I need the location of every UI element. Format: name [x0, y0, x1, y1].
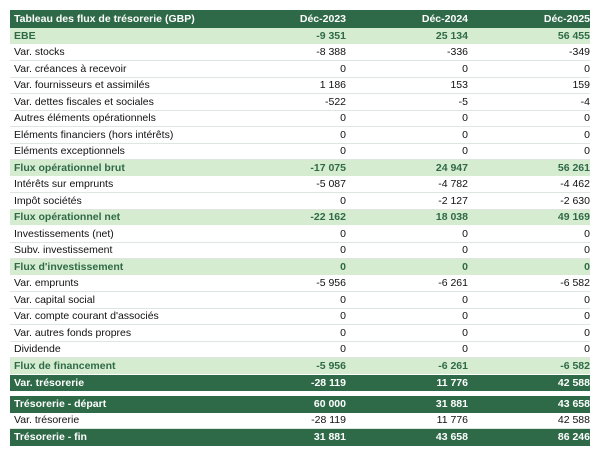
row-label: Autres éléments opérationnels: [14, 112, 156, 125]
row-value: 43 658: [435, 431, 468, 444]
row-value: -6 261: [438, 277, 468, 290]
row-value: -4 462: [560, 178, 590, 191]
row-label: Impôt sociétés: [14, 194, 82, 207]
row-label: Flux opérationnel net: [14, 211, 121, 224]
row-value: -5 956: [316, 359, 346, 372]
header-col-2023: Déc-2023: [299, 13, 346, 25]
row-label: Var. stocks: [14, 46, 65, 59]
row-value: 0: [340, 227, 346, 240]
table-row: [10, 61, 590, 78]
row-value: 56 455: [557, 29, 590, 42]
row-value: 0: [340, 62, 346, 75]
summary-row: [10, 396, 590, 413]
row-value: 0: [584, 343, 590, 356]
row-label: Dividende: [14, 343, 61, 356]
row-value: 0: [340, 112, 346, 125]
table-row: [10, 292, 590, 309]
row-value: 25 134: [435, 29, 468, 42]
row-value: 60 000: [313, 398, 346, 411]
row-value: 0: [462, 310, 468, 323]
row-value: 0: [462, 128, 468, 141]
table-row: [10, 375, 590, 392]
row-value: 0: [462, 326, 468, 339]
row-value: -349: [568, 46, 590, 59]
row-value: -22 162: [310, 211, 346, 224]
row-value: 11 776: [436, 376, 468, 389]
row-value: 0: [340, 310, 346, 323]
row-value: 24 947: [435, 161, 468, 174]
row-value: -5 956: [316, 277, 346, 290]
table-row: [10, 28, 590, 45]
row-value: 1 186: [319, 79, 346, 92]
row-value: -5: [458, 95, 468, 108]
row-value: -6 582: [560, 277, 590, 290]
row-value: 0: [462, 244, 468, 257]
row-value: 0: [340, 343, 346, 356]
row-value: 0: [340, 326, 346, 339]
table-row: [10, 226, 590, 243]
row-value: 0: [584, 227, 590, 240]
row-label: Flux d'investissement: [14, 260, 124, 273]
row-value: -522: [324, 95, 346, 108]
row-value: -336: [446, 46, 468, 59]
table-header: [10, 10, 590, 28]
row-value: -2 630: [560, 194, 590, 207]
row-label: Flux opérationnel brut: [14, 161, 125, 174]
row-value: 0: [462, 227, 468, 240]
row-label: Subv. investissement: [14, 244, 113, 257]
row-label: Trésorerie - fin: [14, 431, 87, 444]
table-row: [10, 177, 590, 194]
table-row: [10, 193, 590, 210]
row-value: -28 119: [311, 414, 346, 427]
row-value: 49 169: [557, 211, 590, 224]
row-value: 42 588: [557, 376, 590, 389]
row-value: 42 588: [557, 414, 590, 427]
row-value: 0: [584, 310, 590, 323]
row-value: 0: [584, 112, 590, 125]
row-value: -17 075: [310, 161, 346, 174]
row-label: Investissements (net): [14, 227, 114, 240]
cash-summary: [10, 396, 590, 446]
row-value: -6 261: [438, 359, 468, 372]
table-row: [10, 160, 590, 177]
row-label: Flux de financement: [14, 359, 116, 372]
row-value: -2 127: [438, 194, 468, 207]
row-label: Var. emprunts: [14, 277, 79, 290]
row-value: 43 658: [557, 398, 590, 411]
row-label: Eléments financiers (hors intérêts): [14, 128, 174, 141]
row-value: -5 087: [316, 178, 346, 191]
row-value: -4: [580, 95, 590, 108]
row-value: 0: [584, 326, 590, 339]
row-value: 0: [340, 145, 346, 158]
row-value: 0: [462, 343, 468, 356]
row-value: 0: [584, 293, 590, 306]
row-value: -9 351: [316, 29, 346, 42]
table-row: [10, 243, 590, 260]
row-value: 0: [584, 128, 590, 141]
row-value: 86 246: [557, 431, 590, 444]
table-row: [10, 45, 590, 62]
row-value: 0: [584, 62, 590, 75]
table-row: [10, 309, 590, 326]
row-value: 153: [450, 79, 468, 92]
row-value: 0: [462, 112, 468, 125]
summary-row: [10, 413, 590, 430]
row-value: 0: [340, 293, 346, 306]
table-row: [10, 78, 590, 95]
row-value: 0: [340, 194, 346, 207]
row-label: Var. dettes fiscales et sociales: [14, 95, 154, 108]
row-value: 11 776: [436, 414, 468, 427]
row-value: 31 881: [435, 398, 468, 411]
row-value: 0: [462, 260, 468, 273]
row-label: Var. trésorerie: [14, 414, 80, 427]
table-body: [10, 28, 590, 391]
row-value: 0: [584, 244, 590, 257]
row-label: Var. trésorerie: [14, 376, 85, 389]
row-value: 0: [462, 145, 468, 158]
table-row: [10, 111, 590, 128]
row-value: 0: [462, 293, 468, 306]
row-value: 56 261: [557, 161, 590, 174]
table-row: [10, 94, 590, 111]
table-row: [10, 276, 590, 293]
header-col-2025: Déc-2025: [543, 13, 590, 25]
row-value: -28 119: [310, 376, 346, 389]
row-label: Eléments exceptionnels: [14, 145, 125, 158]
header-col-2024: Déc-2024: [421, 13, 468, 25]
row-value: 0: [340, 244, 346, 257]
row-label: Var. fournisseurs et assimilés: [14, 79, 150, 92]
row-value: 18 038: [435, 211, 468, 224]
table-row: [10, 342, 590, 359]
header-title: Tableau des flux de trésorerie (GBP): [14, 13, 195, 25]
row-label: Var. compte courant d'associés: [14, 310, 159, 323]
table-row: [10, 358, 590, 375]
row-value: 0: [340, 260, 346, 273]
row-value: 0: [340, 128, 346, 141]
row-value: -8 388: [316, 46, 346, 59]
row-label: EBE: [14, 29, 36, 42]
row-value: 0: [584, 260, 590, 273]
row-label: Var. capital social: [14, 293, 95, 306]
row-value: 0: [462, 62, 468, 75]
summary-row: [10, 429, 590, 446]
table-row: [10, 144, 590, 161]
table-row: [10, 210, 590, 227]
cash-flow-table: [10, 10, 590, 446]
table-row: [10, 259, 590, 276]
row-value: -6 582: [560, 359, 590, 372]
row-label: Var. créances à recevoir: [14, 62, 127, 75]
row-value: 31 881: [313, 431, 346, 444]
row-label: Var. autres fonds propres: [14, 326, 132, 339]
row-label: Trésorerie - départ: [14, 398, 107, 411]
row-value: 0: [584, 145, 590, 158]
row-value: -4 782: [438, 178, 468, 191]
row-value: 159: [572, 79, 590, 92]
table-row: [10, 127, 590, 144]
table-row: [10, 325, 590, 342]
row-label: Intérêts sur emprunts: [14, 178, 114, 191]
